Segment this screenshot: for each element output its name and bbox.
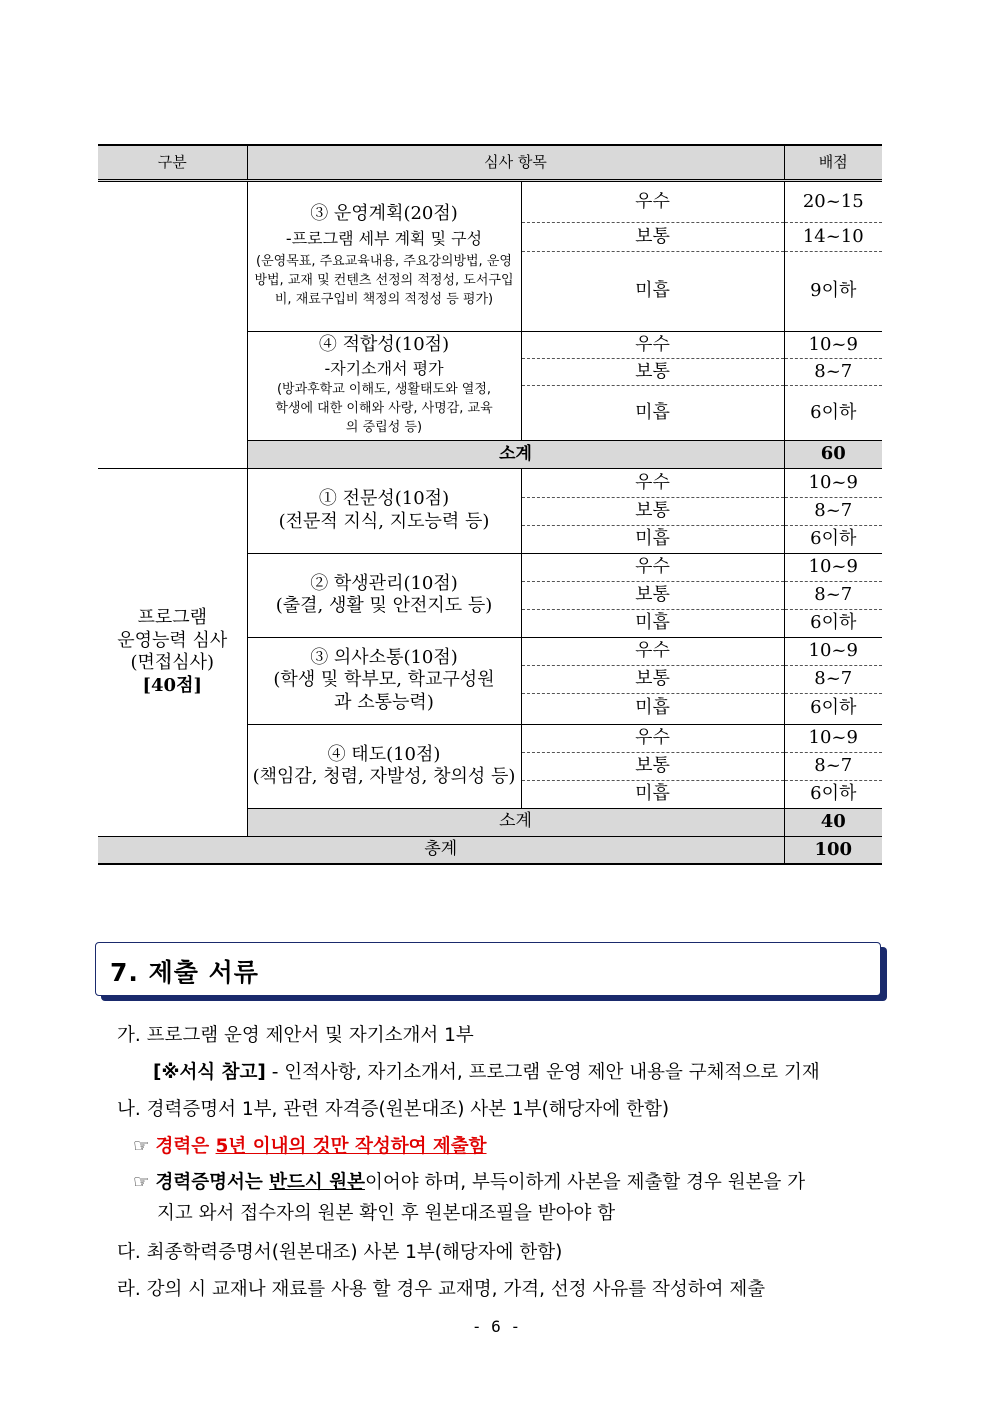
grade-score: 8~7 — [784, 497, 882, 525]
grade-score: 10~9 — [784, 637, 882, 665]
section1-category — [98, 181, 247, 469]
grade-label: 우수 — [521, 637, 784, 665]
grade-score: 10~9 — [784, 553, 882, 581]
grade-score: 8~7 — [784, 665, 882, 693]
doc-note-original: ☞ 경력증명서는 반드시 원본이어야 하며, 부득이하게 사본을 제출할 경우 원본을 가 — [133, 1172, 806, 1193]
header-items: 심사 항목 — [247, 145, 784, 181]
grade-label: 우수 — [521, 553, 784, 581]
subtotal-label: 소계 — [247, 441, 784, 469]
item-suitability: ④ 적합성(10점) -자기소개서 평가 (방과후학교 이해도, 생활태도와 열정, 학생에 대한 이해와 사랑, 사명감, 교육의 중립성 등) — [247, 332, 521, 441]
grade-label: 보통 — [521, 223, 784, 252]
grade-score: 10~9 — [784, 724, 882, 752]
section-heading — [95, 942, 881, 996]
grade-score: 20~15 — [784, 181, 882, 223]
subtotal-label: 소계 — [247, 808, 784, 836]
item-student-management: ② 학생관리(10점) (출결, 생활 및 안전지도 등) — [247, 553, 521, 637]
grade-label: 우수 — [521, 181, 784, 223]
grade-label: 우수 — [521, 469, 784, 497]
item-operation-plan: ③ 운영계획(20점) -프로그램 세부 계획 및 구성 (운영목표, 주요교육내용, 주요강의방법, 운영방법, 교재 및 컨텐츠 선정의 적정성, 도서구입비, 재료구입비 책정의 적정성 등 평가) — [247, 181, 521, 332]
grade-label: 보통 — [521, 665, 784, 693]
grade-label: 미흡 — [521, 693, 784, 724]
grade-score: 8~7 — [784, 359, 882, 386]
doc-note-career-period: ☞ 경력은 5년 이내의 것만 작성하여 제출함 — [133, 1136, 487, 1157]
evaluation-table — [98, 144, 882, 469]
doc-item-da: 다. 최종학력증명서(원본대조) 사본 1부(해당자에 한함) — [117, 1242, 563, 1263]
grade-score: 8~7 — [784, 752, 882, 780]
doc-item-ra: 라. 강의 시 교재나 재료를 사용 할 경우 교재명, 가격, 선정 사유를 작성하여 제출 — [117, 1279, 766, 1300]
grade-score: 8~7 — [784, 581, 882, 609]
grade-score: 6이하 — [784, 693, 882, 724]
header-category: 구분 — [98, 145, 247, 181]
grade-score: 10~9 — [784, 332, 882, 359]
doc-note-original-cont: 지고 와서 접수자의 원본 확인 후 원본대조필을 받아야 함 — [157, 1203, 616, 1224]
grade-label: 우수 — [521, 332, 784, 359]
section2-category: 프로그램 운영능력 심사 (면접심사) [40점] — [98, 469, 247, 836]
grade-label: 보통 — [521, 581, 784, 609]
grade-score: 9이하 — [784, 252, 882, 332]
subtotal-value: 60 — [784, 441, 882, 469]
grade-label: 보통 — [521, 497, 784, 525]
grade-label: 보통 — [521, 359, 784, 386]
grade-score: 14~10 — [784, 223, 882, 252]
doc-item-na: 나. 경력증명서 1부, 관련 자격증(원본대조) 사본 1부(해당자에 한함) — [117, 1099, 670, 1120]
item-attitude: ④ 태도(10점) (책임감, 청렴, 자발성, 창의성 등) — [247, 724, 521, 808]
item-expertise: ① 전문성(10점) (전문적 지식, 지도능력 등) — [247, 469, 521, 553]
evaluation-table-part2 — [98, 469, 882, 865]
page-number: - 6 - — [471, 1317, 521, 1336]
grade-label: 미흡 — [521, 252, 784, 332]
total-value: 100 — [784, 836, 882, 864]
item-communication: ③ 의사소통(10점) (학생 및 학부모, 학교구성원과 소통능력) — [247, 637, 521, 724]
pointer-icon: ☞ — [133, 1172, 150, 1193]
grade-score: 10~9 — [784, 469, 882, 497]
subtotal-value: 40 — [784, 808, 882, 836]
grade-label: 미흡 — [521, 780, 784, 808]
header-score: 배점 — [784, 145, 882, 181]
grade-label: 미흡 — [521, 525, 784, 553]
grade-score: 6이하 — [784, 386, 882, 441]
doc-item-ga: 가. 프로그램 운영 제안서 및 자기소개서 1부 — [117, 1025, 474, 1046]
section-title: 7. 제출 서류 — [110, 958, 259, 987]
pointer-icon: ☞ — [133, 1136, 150, 1157]
grade-score: 6이하 — [784, 780, 882, 808]
grade-label: 보통 — [521, 752, 784, 780]
total-label: 총계 — [98, 836, 784, 864]
grade-score: 6이하 — [784, 609, 882, 637]
grade-label: 미흡 — [521, 386, 784, 441]
grade-label: 우수 — [521, 724, 784, 752]
doc-note-ga: [※서식 참고] - 인적사항, 자기소개서, 프로그램 운영 제안 내용을 구체적으로 기재 — [153, 1062, 820, 1083]
grade-score: 6이하 — [784, 525, 882, 553]
grade-label: 미흡 — [521, 609, 784, 637]
